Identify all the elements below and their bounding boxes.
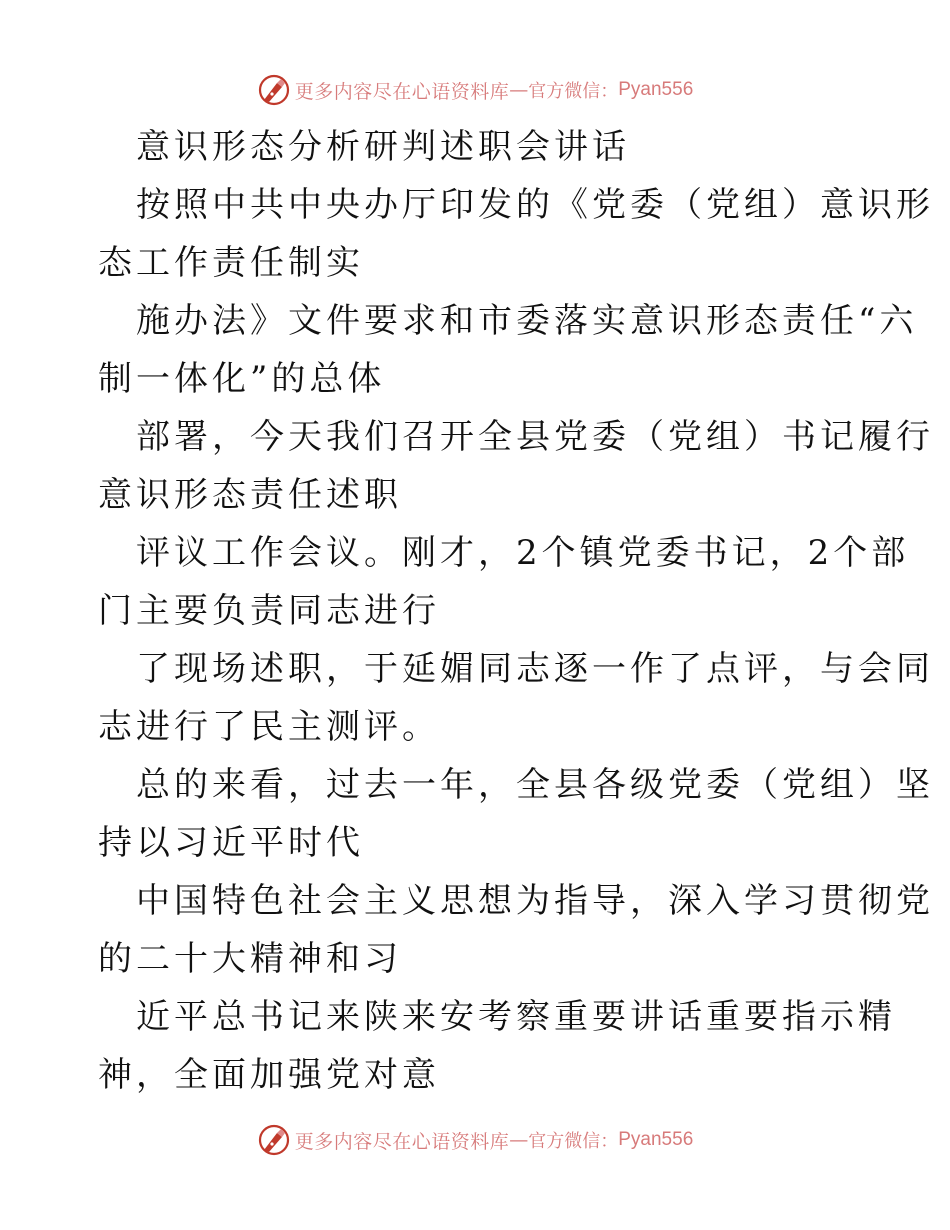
document-title: 意识形态分析研判述职会讲话 [136, 127, 630, 167]
pen-nib-logo-icon [257, 1123, 291, 1157]
header-banner-dash: — [509, 79, 529, 101]
header-wechat-id: Pyan556 [618, 79, 694, 100]
document-body [98, 118, 934, 1104]
document-line: 总的来看，过去一年，全县各级党委（党组）坚 [136, 765, 934, 805]
document-line: 中国特色社会主义思想为指导，深入学习贯彻党 [136, 881, 934, 921]
document-line: 施办法》文件要求和市委落实意识形态责任“六 [136, 301, 918, 341]
document-line: 近平总书记来陕来安考察重要讲话重要指示精 [136, 997, 896, 1037]
document-line: 持以习近平时代 [98, 823, 364, 863]
footer-wechat-id: Pyan556 [618, 1129, 694, 1150]
document-line: 神，全面加强党对意 [98, 1055, 440, 1095]
document-line: 意识形态责任述职 [98, 475, 402, 515]
footer-banner [0, 1120, 950, 1160]
document-line: 了现场述职，于延媚同志逐一作了点评，与会同 [136, 649, 934, 689]
header-banner-text: 更多内容尽在心语资料库 [294, 80, 510, 103]
document-line: 部署，今天我们召开全县党委（党组）书记履行 [136, 417, 934, 457]
footer-banner-text: 更多内容尽在心语资料库 [294, 1130, 510, 1153]
pen-nib-logo-icon [257, 73, 291, 107]
header-wechat-label: 官方微信： [528, 81, 619, 102]
document-line: 的二十大精神和习 [98, 939, 402, 979]
document-line: 按照中共中央办厅印发的《党委（党组）意识形 [136, 185, 934, 225]
document-line: 门主要负责同志进行 [98, 591, 440, 631]
footer-banner-dash: — [509, 1129, 529, 1151]
document-line: 态工作责任制实 [98, 243, 364, 283]
footer-wechat-label: 官方微信： [528, 1131, 619, 1152]
document-line: 评议工作会议。刚才，2个镇党委书记，2个部 [136, 533, 910, 573]
document-line: 制一体化”的总体 [98, 359, 386, 399]
document-line: 志进行了民主测评。 [98, 707, 440, 747]
header-banner [0, 70, 950, 110]
